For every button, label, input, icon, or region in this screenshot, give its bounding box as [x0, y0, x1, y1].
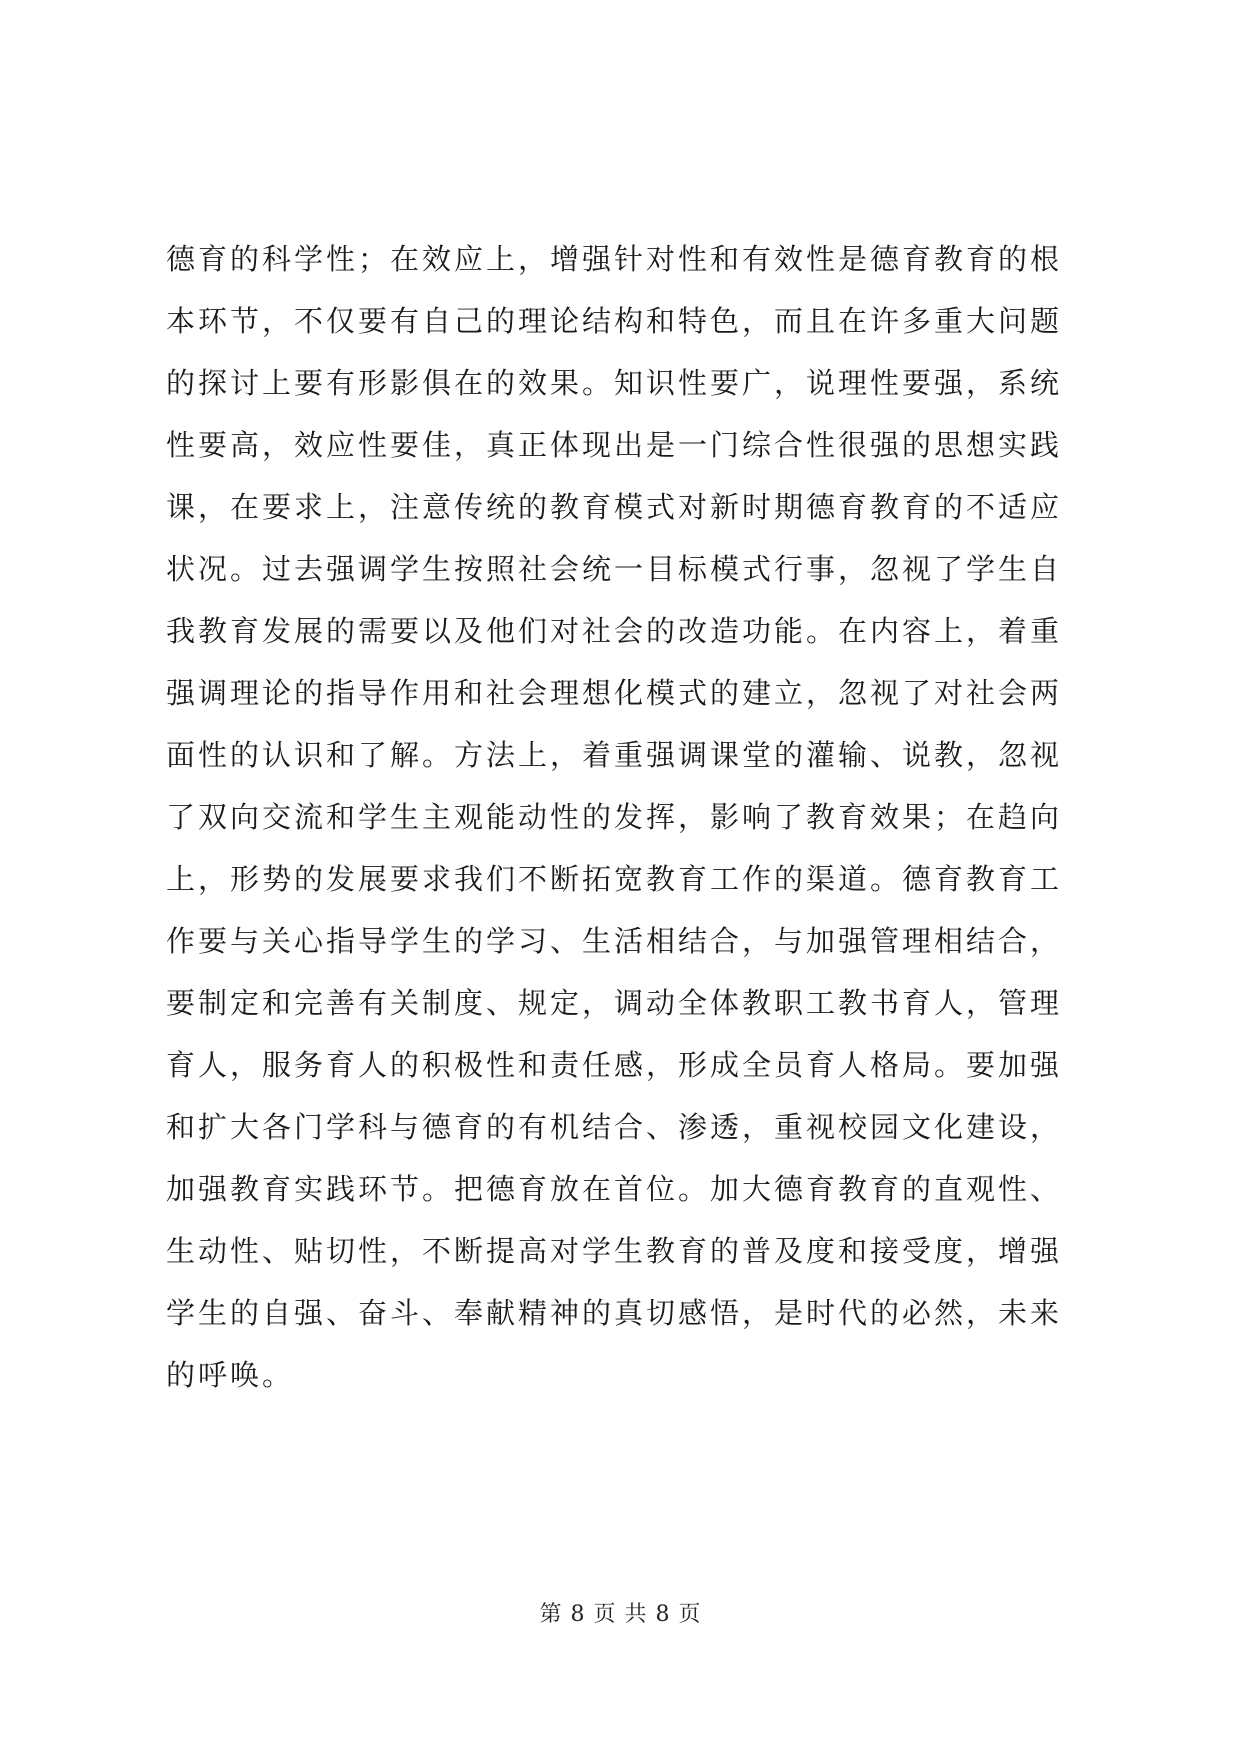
text-line: 的探讨上要有形影俱在的效果。知识性要广，说理性要强，系统 [166, 366, 1063, 400]
text-line: 了双向交流和学生主观能动性的发挥，影响了教育效果；在趋向 [166, 800, 1063, 834]
text-line: 上，形势的发展要求我们不断拓宽教育工作的渠道。德育教育工 [166, 862, 1063, 896]
text-line: 学生的自强、奋斗、奉献精神的真切感悟，是时代的必然，未来 [166, 1296, 1063, 1330]
text-line: 和扩大各门学科与德育的有机结合、渗透，重视校园文化建设， [166, 1110, 1063, 1144]
text-line: 状况。过去强调学生按照社会统一目标模式行事，忽视了学生自 [166, 552, 1063, 586]
text-line: 本环节，不仅要有自己的理论结构和特色，而且在许多重大问题 [166, 304, 1063, 338]
text-line: 我教育发展的需要以及他们对社会的改造功能。在内容上，着重 [166, 614, 1063, 648]
text-line: 的呼唤。 [166, 1358, 295, 1392]
text-line: 面性的认识和了解。方法上，着重强调课堂的灌输、说教，忽视 [166, 738, 1063, 772]
text-line: 性要高，效应性要佳，真正体现出是一门综合性很强的思想实践 [166, 428, 1063, 462]
body-paragraph [166, 228, 1086, 1406]
text-line: 作要与关心指导学生的学习、生活相结合，与加强管理相结合， [166, 924, 1063, 958]
text-line: 生动性、贴切性，不断提高对学生教育的普及度和接受度，增强 [166, 1234, 1063, 1268]
text-line: 要制定和完善有关制度、规定，调动全体教职工教书育人，管理 [166, 986, 1063, 1020]
text-line: 强调理论的指导作用和社会理想化模式的建立，忽视了对社会两 [166, 676, 1063, 710]
text-line: 育人，服务育人的积极性和责任感，形成全员育人格局。要加强 [166, 1048, 1063, 1082]
page-number-footer: 第 8 页 共 8 页 [539, 1602, 702, 1627]
text-line: 加强教育实践环节。把德育放在首位。加大德育教育的直观性、 [166, 1172, 1063, 1206]
text-line: 课，在要求上，注意传统的教育模式对新时期德育教育的不适应 [166, 490, 1063, 524]
text-line: 德育的科学性；在效应上，增强针对性和有效性是德育教育的根 [166, 242, 1063, 276]
